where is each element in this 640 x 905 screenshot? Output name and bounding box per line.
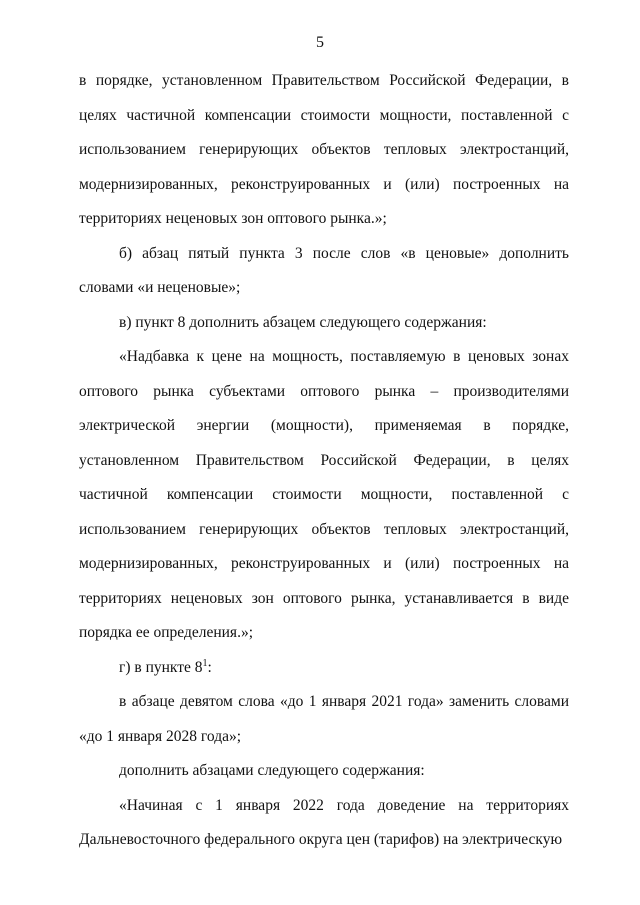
paragraph-ninth-abstract: в абзаце девятом слова «до 1 января 2021 года» заменить словами «до 1 января 2028 года»; — [79, 693, 569, 745]
paragraph-quote-start-2022: «Начиная с 1 января 2022 года доведение на территориях Дальневосточного федерального округа цен (тарифов) на электрическую — [79, 796, 569, 848]
paragraph-add-abstracts: дополнить абзацами следующего содержания: — [119, 762, 425, 779]
item-g-superscript: 1 — [202, 657, 208, 669]
paragraph-quote-surcharge: «Надбавка к цене на мощность, поставляемую в ценовых зонах оптового рынка субъектами оптового рынка – производителями электрической энергии (мощности), применяемая в порядке, установленном Правительством Российской Федерации, в целях частичной компенсации стоимости мощности, поставленной с использованием генерирующих объектов тепловых электростанций, модернизированных, реконструированных и (или) построенных на территориях неценовых зон оптового рынка, устанавливается в виде порядка ее определения.»; — [79, 348, 569, 641]
paragraph-item-g — [79, 651, 569, 686]
document-body — [79, 64, 569, 858]
paragraph-continuation: в порядке, установленном Правительством Российской Федерации, в целях частичной компенсации стоимости мощности, поставленной с использованием генерирующих объектов тепловых электростанций, модернизированных, реконструированных и (или) построенных на территориях неценовых зон оптового рынка.»; — [79, 72, 569, 227]
item-g-text: г) в пункте 8 — [119, 658, 203, 676]
paragraph-item-v: в) пункт 8 дополнить абзацем следующего содержания: — [119, 313, 487, 331]
paragraph-item-b: б) абзац пятый пункта 3 после слов «в ценовые» дополнить словами «и неценовые»; — [79, 244, 569, 296]
page-number: 5 — [316, 34, 324, 51]
item-g-suffix: : — [207, 658, 212, 676]
